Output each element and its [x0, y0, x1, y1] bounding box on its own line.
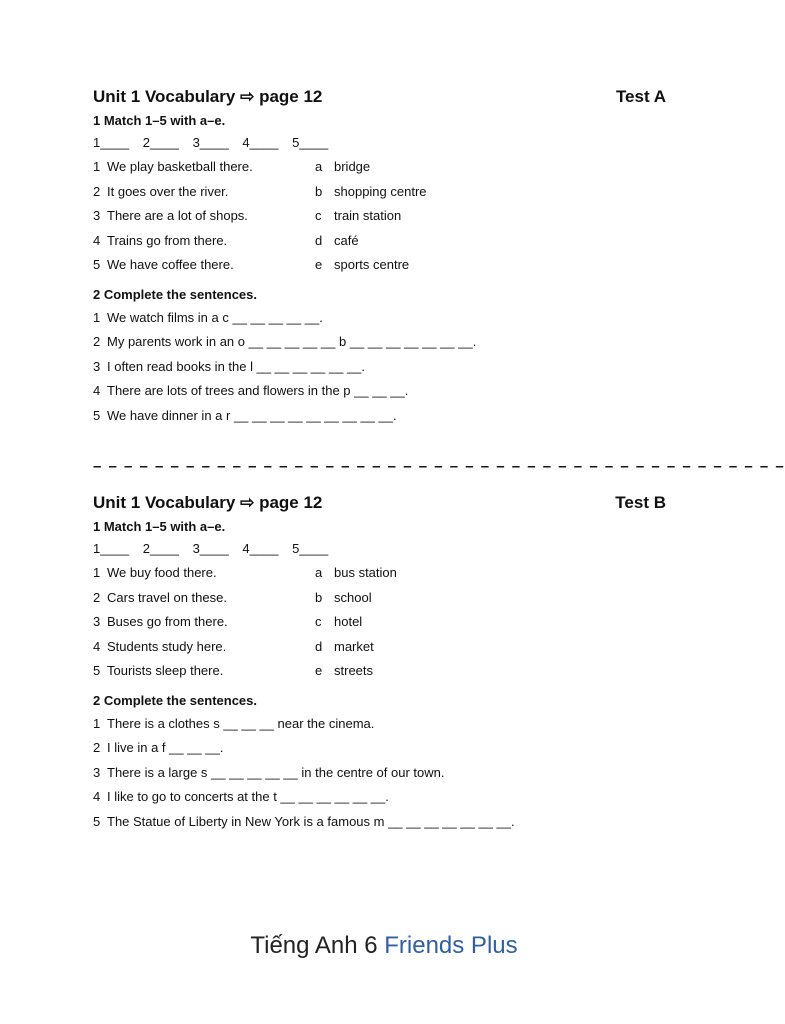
option-letter: b: [315, 183, 323, 199]
match-prompt: Students study here.: [107, 638, 227, 654]
match-option: market: [334, 638, 374, 654]
test-b-section: [93, 493, 666, 834]
match-option: bus station: [334, 565, 397, 580]
match-row: [93, 155, 666, 180]
sentence-text: There are lots of trees and flowers in the p __ __ __.: [107, 383, 409, 398]
item-number: 5: [93, 813, 101, 829]
page-ref: page 12: [259, 493, 323, 512]
match-prompt: We play basketball there.: [107, 159, 253, 174]
answer-blank: 1____: [93, 135, 130, 150]
sentence-item: [93, 306, 666, 331]
match-option: train station: [334, 208, 402, 223]
sentence-text: We have dinner in a r __ __ __ __ __ __ __ __ __.: [107, 407, 397, 423]
match-row: [93, 253, 666, 278]
option-letter: e: [315, 257, 323, 272]
match-row: [93, 180, 666, 205]
item-number: 3: [93, 614, 101, 629]
test-b-title: [93, 493, 322, 513]
item-number: 3: [93, 208, 101, 223]
arrow-right-icon: ⇨: [240, 87, 255, 106]
option-letter: a: [315, 159, 323, 174]
answer-blanks: [93, 135, 666, 155]
unit-title: Unit 1 Vocabulary: [93, 493, 236, 512]
sentence-item: [93, 379, 666, 404]
test-a-title: [93, 87, 322, 107]
sentence-item: [93, 330, 666, 355]
match-row: [93, 635, 666, 660]
answer-blank: 5____: [292, 541, 329, 556]
item-number: 4: [93, 638, 101, 654]
item-number: 4: [93, 383, 101, 398]
exercise-1-title: 1 Match 1–5 with a–e.: [93, 519, 226, 534]
match-prompt: Cars travel on these.: [107, 589, 227, 605]
item-number: 4: [93, 789, 101, 804]
item-number: 5: [93, 257, 101, 272]
sentence-item: [93, 404, 666, 429]
option-letter: e: [315, 663, 323, 678]
unit-title: Unit 1 Vocabulary: [93, 87, 236, 106]
match-prompt: There are a lot of shops.: [107, 208, 248, 223]
footer-prefix: Tiếng Anh 6: [250, 932, 385, 959]
footer-branding: [0, 932, 768, 960]
match-list: [93, 561, 666, 684]
sentence-item: [93, 761, 666, 786]
item-number: 2: [93, 334, 101, 349]
sentence-list: [93, 306, 666, 429]
item-number: 2: [93, 740, 101, 755]
match-row: [93, 229, 666, 254]
match-row: [93, 659, 666, 684]
option-letter: a: [315, 565, 323, 580]
exercise-1-title: 1 Match 1–5 with a–e.: [93, 113, 226, 128]
arrow-right-icon: ⇨: [240, 493, 255, 512]
match-list: [93, 155, 666, 278]
match-prompt: Trains go from there.: [107, 232, 228, 248]
test-label: Test B: [615, 493, 666, 512]
match-prompt: Buses go from there.: [107, 614, 228, 629]
sentence-text: I often read books in the l __ __ __ __ __ __.: [107, 358, 366, 374]
answer-blank: 3____: [192, 541, 229, 556]
sentence-text: We watch films in a c __ __ __ __ __.: [107, 309, 323, 325]
match-row: [93, 204, 666, 229]
sentence-text: I like to go to concerts at the t __ __ __ __ __ __.: [107, 789, 389, 804]
match-option: school: [334, 589, 372, 605]
match-prompt: We have coffee there.: [107, 257, 234, 272]
item-number: 3: [93, 358, 101, 374]
sentence-item: [93, 736, 666, 761]
match-option: sports centre: [334, 257, 410, 272]
item-number: 1: [93, 159, 101, 174]
match-row: [93, 586, 666, 611]
test-a-section: [93, 87, 666, 428]
match-option: hotel: [334, 614, 363, 629]
match-prompt: It goes over the river.: [107, 183, 229, 199]
match-option: streets: [334, 663, 374, 678]
item-number: 5: [93, 407, 101, 423]
item-number: 2: [93, 183, 101, 199]
sentence-list: [93, 712, 666, 835]
item-number: 2: [93, 589, 101, 605]
answer-blank: 4____: [242, 541, 279, 556]
exercise-2-title: 2 Complete the sentences.: [93, 286, 257, 302]
exercise-2-title: 2 Complete the sentences.: [93, 692, 257, 708]
option-letter: d: [315, 232, 323, 248]
cut-line-divider: – – – – – – – – – – – – – – – – – – – – – – – – – – – – – – – – – – – – – – – – – – – – –: [93, 458, 785, 475]
test-b-heading: [93, 493, 666, 515]
match-option: shopping centre: [334, 183, 427, 199]
answer-blanks: [93, 541, 666, 561]
sentence-text: There is a large s __ __ __ __ __ in the centre of our town.: [107, 764, 445, 780]
answer-blank: 3____: [192, 135, 229, 150]
match-row: [93, 610, 666, 635]
test-a-heading: [93, 87, 666, 109]
sentence-text: There is a clothes s __ __ __ near the cinema.: [107, 715, 375, 731]
answer-blank: 2____: [142, 135, 179, 150]
answer-blank: 1____: [93, 541, 130, 556]
sentence-text: My parents work in an o __ __ __ __ __ b __ __ __ __ __ __ __.: [107, 334, 477, 349]
item-number: 1: [93, 565, 101, 580]
match-prompt: We buy food there.: [107, 565, 217, 580]
match-row: [93, 561, 666, 586]
answer-blank: 4____: [242, 135, 279, 150]
sentence-item: [93, 785, 666, 810]
sentence-item: [93, 712, 666, 737]
match-prompt: Tourists sleep there.: [107, 663, 224, 678]
sentence-item: [93, 355, 666, 380]
sentence-item: [93, 810, 666, 835]
test-label: Test A: [615, 87, 666, 106]
option-letter: c: [315, 614, 322, 629]
item-number: 5: [93, 663, 101, 678]
sentence-text: I live in a f __ __ __.: [107, 740, 224, 755]
item-number: 1: [93, 309, 101, 325]
option-letter: d: [315, 638, 323, 654]
item-number: 3: [93, 764, 101, 780]
sentence-text: The Statue of Liberty in New York is a famous m __ __ __ __ __ __ __.: [107, 813, 515, 829]
page-ref: page 12: [259, 87, 323, 106]
option-letter: c: [315, 208, 322, 223]
answer-blank: 5____: [292, 135, 329, 150]
footer-brand: Friends Plus: [384, 932, 518, 959]
item-number: 1: [93, 715, 101, 731]
match-option: café: [334, 232, 359, 248]
item-number: 4: [93, 232, 101, 248]
match-option: bridge: [334, 159, 371, 174]
answer-blank: 2____: [142, 541, 179, 556]
option-letter: b: [315, 589, 323, 605]
